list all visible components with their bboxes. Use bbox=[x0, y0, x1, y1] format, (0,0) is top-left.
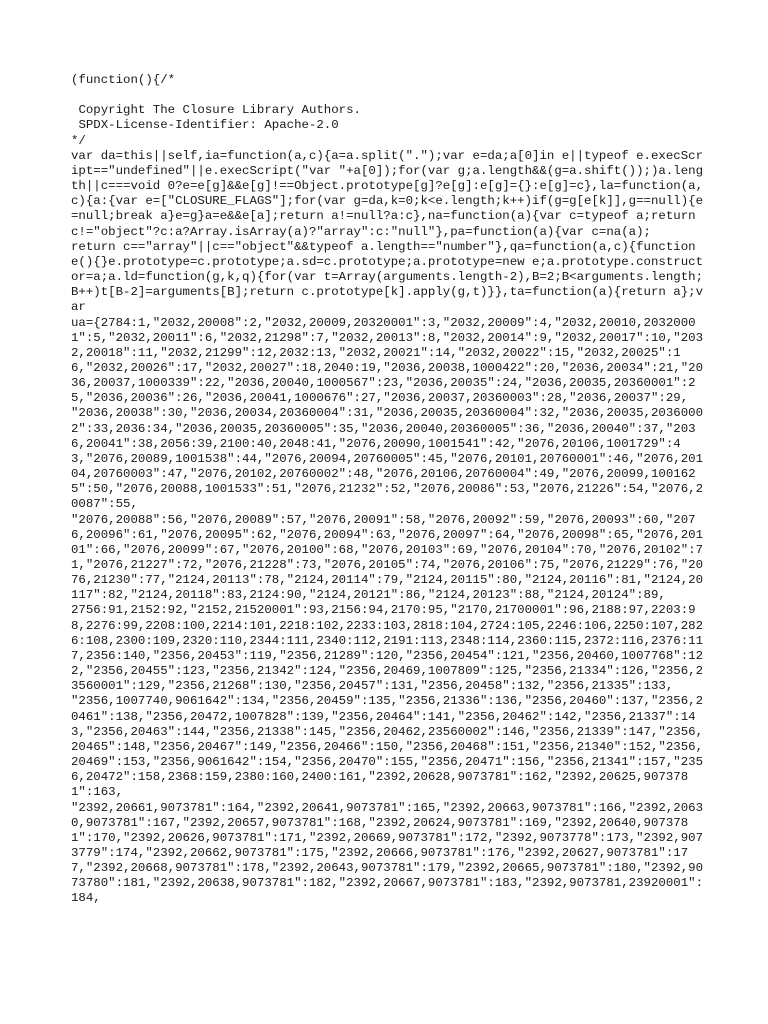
javascript-source-text: (function(){/* Copyright The Closure Library Authors. SPDX-License-Identifier: Apache-2.0 */ var da=this||self,ia=function(a,c){a=a.split(".");var e=da;a[0]in e||typeof e.execScript=="undefined"||e.execScript("var "+a[0]);for(var g;a.length&&(g=a.shift());)a.length||c===void 0?e=e[g]&&e[g]!==Object.prototype[g]?e[g]:e[g]={}:e[g]=c},la=function(a,c){a:{var e=["CLOSURE_FLAGS"];for(var g=da,k=0;k<e.length;k++)if(g=g[e[k]],g==null){e=null;break a}e=g}a=e&&e[a];return a!=null?a:c},na=function(a){var c=typeof a;return c!="object"?c:a?Array.isArray(a)?"array":c:"null"},pa=function(a){var c=na(a); return c=="array"||c=="object"&&typeof a.length=="number"},qa=function(a,c){function e(){}e.prototype=c.prototype;a.sd=c.prototype;a.prototype=new e;a.prototype.constructor=a;a.ld=function(g,k,q){for(var t=Array(arguments.length-2),B=2;B<arguments.length;B++)t[B-2]=arguments[B];return c.prototype[k].apply(g,t)}},ta=function(a){return a};var ua={2784:1,"2032,20008":2,"2032,20009,20320001":3,"2032,20009":4,"2032,20010,20320001":5,"2032,20011":6,"2032,21298":7,"2032,20013":8,"2032,20014":9,"2032,20017":10,"2032,20018":11,"2032,21299":12,2032:13,"2032,20021":14,"2032,20022":15,"2032,20025":16,"2032,20026":17,"2032,20027":18,2040:19,"2036,20038,1000422":20,"2036,20034":21,"2036,20037,1000339":22,"2036,20040,1000567":23,"2036,20035":24,"2036,20035,20360001":25,"2036,20036":26,"2036,20041,1000676":27,"2036,20037,20360003":28,"2036,20037":29, "2036,20038":30,"2036,20034,20360004":31,"2036,20035,20360004":32,"2036,20035,20360002":33,2036:34,"2036,20035,20360005":35,"2036,20040,20360005":36,"2036,20040":37,"2036,20041":38,2056:39,2100:40,2048:41,"2076,20090,1001541":42,"2076,20106,1001729":43,"2076,20089,1001538":44,"2076,20094,20760005":45,"2076,20101,20760001":46,"2076,20104,20760003":47,"2076,20102,20760002":48,"2076,20106,20760004":49,"2076,20099,1001625":50,"2076,20088,1001533":51,"2076,21232":52,"2076,20086":53,"2076,21226":54,"2076,20087":55, "2076,20088":56,"2076,20089":57,"2076,20091":58,"2076,20092":59,"2076,20093":60,"2076,20096":61,"2076,20095":62,"2076,20094":63,"2076,20097":64,"2076,20098":65,"2076,20101":66,"2076,20099":67,"2076,20100":68,"2076,20103":69,"2076,20104":70,"2076,20102":71,"2076,21227":72,"2076,21228":73,"2076,20105":74,"2076,20106":75,"2076,21229":76,"2076,21230":77,"2124,20113":78,"2124,20114":79,"2124,20115":80,"2124,20116":81,"2124,20117":82,"2124,20118":83,2124:90,"2124,20121":86,"2124,20123":88,"2124,20124":89, 2756:91,2152:92,"2152,21520001":93,2156:94,2170:95,"2170,21700001":96,2188:97,2203:98,2276:99,2208:100,2214:101,2218:102,2233:103,2818:104,2724:105,2246:106,2250:107,2826:108,2300:109,2320:110,2344:111,2340:112,2191:113,2348:114,2360:115,2372:116,2376:117,2356:140,"2356,20453":119,"2356,21289":120,"2356,20454":121,"2356,20460,1007768":122,"2356,20455":123,"2356,21342":124,"2356,20469,1007809":125,"2356,21334":126,"2356,23560001":129,"2356,21268":130,"2356,20457":131,"2356,20458":132,"2356,21335":133, "2356,1007740,9061642":134,"2356,20459":135,"2356,21336":136,"2356,20460":137,"2356,20461":138,"2356,20472,1007828":139,"2356,20464":141,"2356,20462":142,"2356,21337":143,"2356,20463":144,"2356,21338":145,"2356,20462,23560002":146,"2356,21339":147,"2356,20465":148,"2356,20467":149,"2356,20466":150,"2356,20468":151,"2356,21340":152,"2356,20469":153,"2356,9061642":154,"2356,20470":155,"2356,20471":156,"2356,21341":157,"2356,20472":158,2368:159,2380:160,2400:161,"2392,20628,9073781":162,"2392,20625,9073781":163, "2392,20661,9073781":164,"2392,20641,9073781":165,"2392,20663,9073781":166,"2392,20630,9073781":167,"2392,20657,9073781":168,"2392,20624,9073781":169,"2392,20640,9073781":170,"2392,20626,9073781":171,"2392,20669,9073781":172,"2392,9073778":173,"2392,9073779":174,"2392,20662,9073781":175,"2392,20666,9073781":176,"2392,20627,9073781":177,"2392,20668,9073781":178,"2392,20643,9073781":179,"2392,20665,9073781":180,"2392,9073780":181,"2392,20638,9073781":182,"2392,20667,9073781":183,"2392,9073781,23920001":184, bbox=[71, 73, 704, 906]
